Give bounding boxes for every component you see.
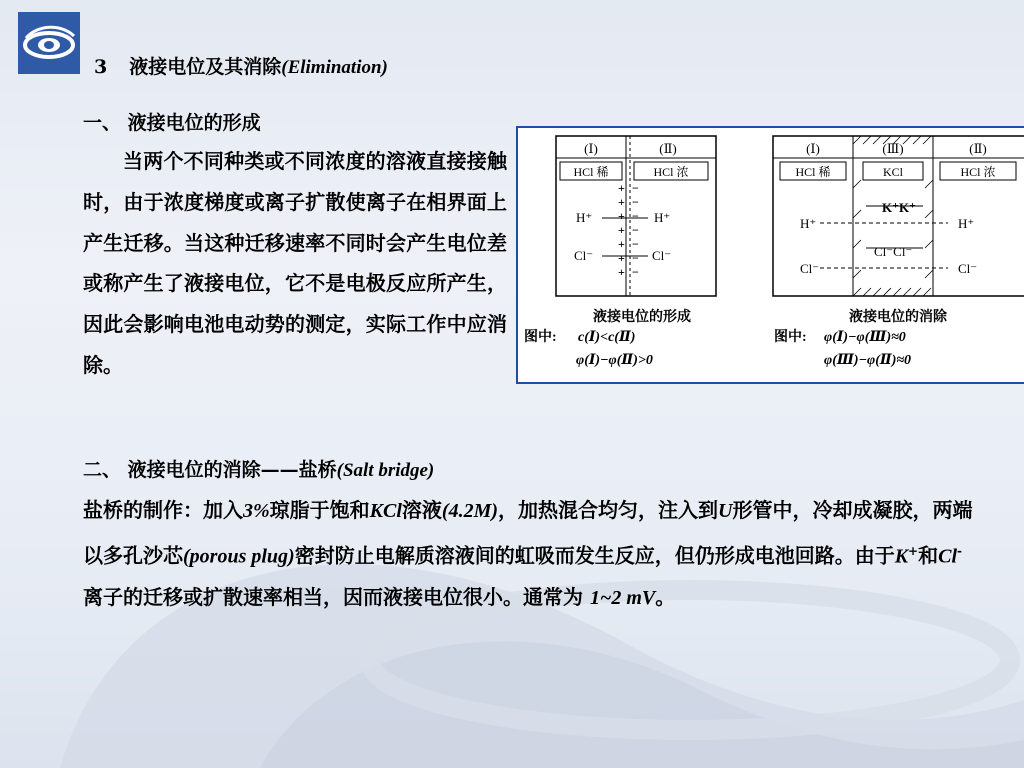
right-sol-2-label: HCl 浓: [960, 165, 996, 179]
left-note-2: φ(Ⅰ)−φ(Ⅱ)>0: [576, 353, 653, 368]
title-chinese: 液接电位及其消除: [129, 56, 282, 78]
svg-text:+: +: [618, 195, 625, 209]
left-zone-2-label: (Ⅱ): [659, 141, 677, 156]
right-caption: 液接电位的消除: [849, 310, 947, 325]
text-run: 。: [655, 585, 676, 610]
svg-text:+: +: [618, 265, 625, 279]
svg-text:−: −: [632, 181, 639, 195]
left-ion-cl-left: Cl⁻: [574, 248, 594, 263]
section2-heading: [83, 455, 434, 482]
text-run: 形管中，冷却成凝胶，两端以多孔沙芯: [83, 498, 973, 568]
section1-text: 当两个不同种类或不同浓度的溶液直接接触时，由于浓度梯度或离子扩散使离子在相界面上产生迁移。当这种迁移速率不同时会产生电位差或称产生了液接电位，它不是电极反应所产生，因此会影响电池电动势的测定，实际工作中应消除。: [83, 149, 507, 377]
salt-bridge-hatch: [853, 136, 933, 296]
junction-potential-figure: [516, 126, 1024, 384]
section2-heading-zh: 二、 液接电位的消除——盐桥: [83, 459, 337, 481]
svg-text:+: +: [618, 181, 625, 195]
text-run: 琼脂于饱和: [269, 498, 370, 522]
svg-text:+: +: [618, 251, 625, 265]
right-ion-k: K⁺K⁺: [882, 200, 916, 215]
section2-heading-en: (Salt bridge): [336, 460, 435, 481]
right-note-2: φ(Ⅲ)−φ(Ⅱ)≈0: [824, 353, 912, 368]
kcl-formula: KCl: [369, 500, 402, 522]
right-sol-1-label: HCl 稀: [795, 165, 831, 179]
title-number: 3: [94, 56, 108, 78]
svg-text:−: −: [632, 251, 639, 265]
svg-text:−: −: [632, 265, 639, 279]
right-note-1: φ(Ⅰ)−φ(Ⅲ)≈0: [824, 330, 906, 345]
left-caption: 液接电位的形成: [593, 310, 691, 325]
left-ion-h-left: H⁺: [576, 210, 593, 225]
text-run: 密封防止电解质溶液间的虹吸而发生反应，但仍形成电池回路。由于: [294, 543, 895, 568]
chloride-ion: Cl: [938, 545, 958, 568]
svg-text:+: +: [618, 223, 625, 237]
u-tube-letter: U: [718, 500, 733, 522]
potassium-ion: K: [894, 545, 909, 568]
elimination-diagram: [773, 136, 1024, 368]
left-sol-1-label: HCl 稀: [573, 165, 609, 179]
svg-text:+: +: [618, 209, 625, 223]
right-zone-1-label: (Ⅰ): [806, 141, 820, 156]
svg-text:−: −: [632, 237, 639, 251]
text-run: 离子的迁移或扩散速率相当，因而液接电位很小。通常为: [83, 585, 590, 610]
section1-heading: 一、 液接电位的形成: [83, 112, 261, 134]
agar-percent: 3%: [243, 500, 270, 522]
section2-paragraph: [83, 490, 973, 618]
left-note-prefix: 图中:: [524, 330, 557, 345]
right-zone-3-label: (Ⅲ): [882, 141, 904, 156]
left-charge-marks: [618, 181, 639, 279]
text-run: ，加热混合均匀，注入到: [498, 498, 719, 522]
page-title: [94, 52, 388, 79]
porous-plug-term: (porous plug): [183, 545, 295, 568]
left-ion-cl-right: Cl⁻: [652, 248, 672, 263]
formation-diagram: [524, 136, 716, 368]
text-run: 盐桥的制作：加入: [83, 498, 243, 522]
logo: [18, 12, 80, 74]
right-ion-cl-left: Cl⁻: [800, 261, 820, 276]
right-sol-kcl-label: KCl: [882, 165, 904, 179]
kcl-concentration: (4.2M): [441, 500, 499, 522]
title-english: (Elimination): [281, 57, 388, 78]
left-note-1: c(Ⅰ)<c(Ⅱ): [578, 330, 636, 345]
right-zone-2-label: (Ⅱ): [969, 141, 987, 156]
left-ion-h-right: H⁺: [654, 210, 671, 225]
svg-text:−: −: [632, 209, 639, 223]
text-run: 溶液: [401, 498, 442, 522]
right-ion-cl-mid: Cl⁻Cl⁻: [874, 244, 913, 259]
svg-text:−: −: [632, 195, 639, 209]
right-ion-cl-right: Cl⁻: [958, 261, 978, 276]
text-run: 和: [918, 543, 939, 568]
section1-paragraph: [83, 141, 507, 386]
chloride-charge: -: [957, 544, 962, 559]
right-note-prefix: 图中:: [774, 330, 807, 345]
right-ion-h-left: H⁺: [800, 216, 817, 231]
potassium-charge: +: [908, 544, 919, 559]
right-ion-h-right: H⁺: [958, 216, 975, 231]
potential-value: 1~2 mV: [589, 587, 656, 610]
svg-text:−: −: [632, 223, 639, 237]
left-zone-1-label: (Ⅰ): [584, 141, 598, 156]
svg-text:+: +: [618, 237, 625, 251]
left-sol-2-label: HCl 浓: [653, 165, 689, 179]
